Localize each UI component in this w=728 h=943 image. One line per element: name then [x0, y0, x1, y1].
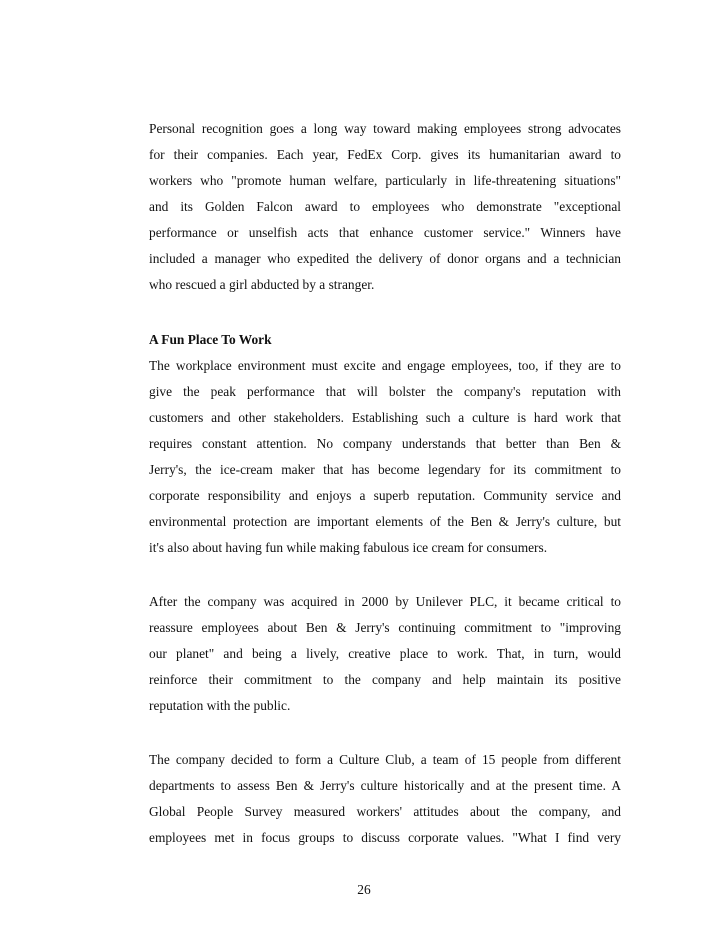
- text-line: environmental protection are important elements of the Ben & Jerry's culture, but: [149, 514, 621, 529]
- text-line: reassure employees about Ben & Jerry's continuing commitment to "improving: [149, 620, 621, 635]
- text-line: our planet" and being a lively, creative place to work. That, in turn, would: [149, 646, 621, 661]
- text-line: included a manager who expedited the delivery of donor organs and a technician: [149, 251, 621, 266]
- text-line: give the peak performance that will bolster the company's reputation with: [149, 384, 621, 399]
- text-line: departments to assess Ben & Jerry's culture historically and at the present time. A: [149, 778, 621, 793]
- text-line: Personal recognition goes a long way toward making employees strong advocates: [149, 121, 621, 136]
- text-line: After the company was acquired in 2000 by Unilever PLC, it became critical to: [149, 594, 621, 609]
- text-line: Jerry's, the ice-cream maker that has become legendary for its commitment to: [149, 462, 621, 477]
- text-line: employees met in focus groups to discuss corporate values. "What I find very: [149, 830, 621, 845]
- text-line: who rescued a girl abducted by a stranger.: [149, 277, 375, 292]
- section-heading: A Fun Place To Work: [149, 332, 272, 347]
- text-line: for their companies. Each year, FedEx Corp. gives its humanitarian award to: [149, 147, 621, 162]
- page-number: 26: [357, 882, 371, 897]
- text-line: reinforce their commitment to the company and help maintain its positive: [149, 672, 621, 687]
- text-line: and its Golden Falcon award to employees who demonstrate "exceptional: [149, 199, 621, 214]
- text-line: customers and other stakeholders. Establishing such a culture is hard work that: [149, 410, 621, 425]
- text-line: requires constant attention. No company understands that better than Ben &: [149, 436, 621, 451]
- text-line: The workplace environment must excite and engage employees, too, if they are to: [149, 358, 621, 373]
- text-line: Global People Survey measured workers' attitudes about the company, and: [149, 804, 621, 819]
- text-line: workers who "promote human welfare, particularly in life-threatening situations": [149, 173, 621, 188]
- text-line: performance or unselfish acts that enhance customer service." Winners have: [149, 225, 621, 240]
- text-line: it's also about having fun while making fabulous ice cream for consumers.: [149, 540, 548, 555]
- text-line: corporate responsibility and enjoys a superb reputation. Community service and: [149, 488, 621, 503]
- text-line: reputation with the public.: [149, 698, 291, 713]
- text-line: The company decided to form a Culture Club, a team of 15 people from different: [149, 752, 621, 767]
